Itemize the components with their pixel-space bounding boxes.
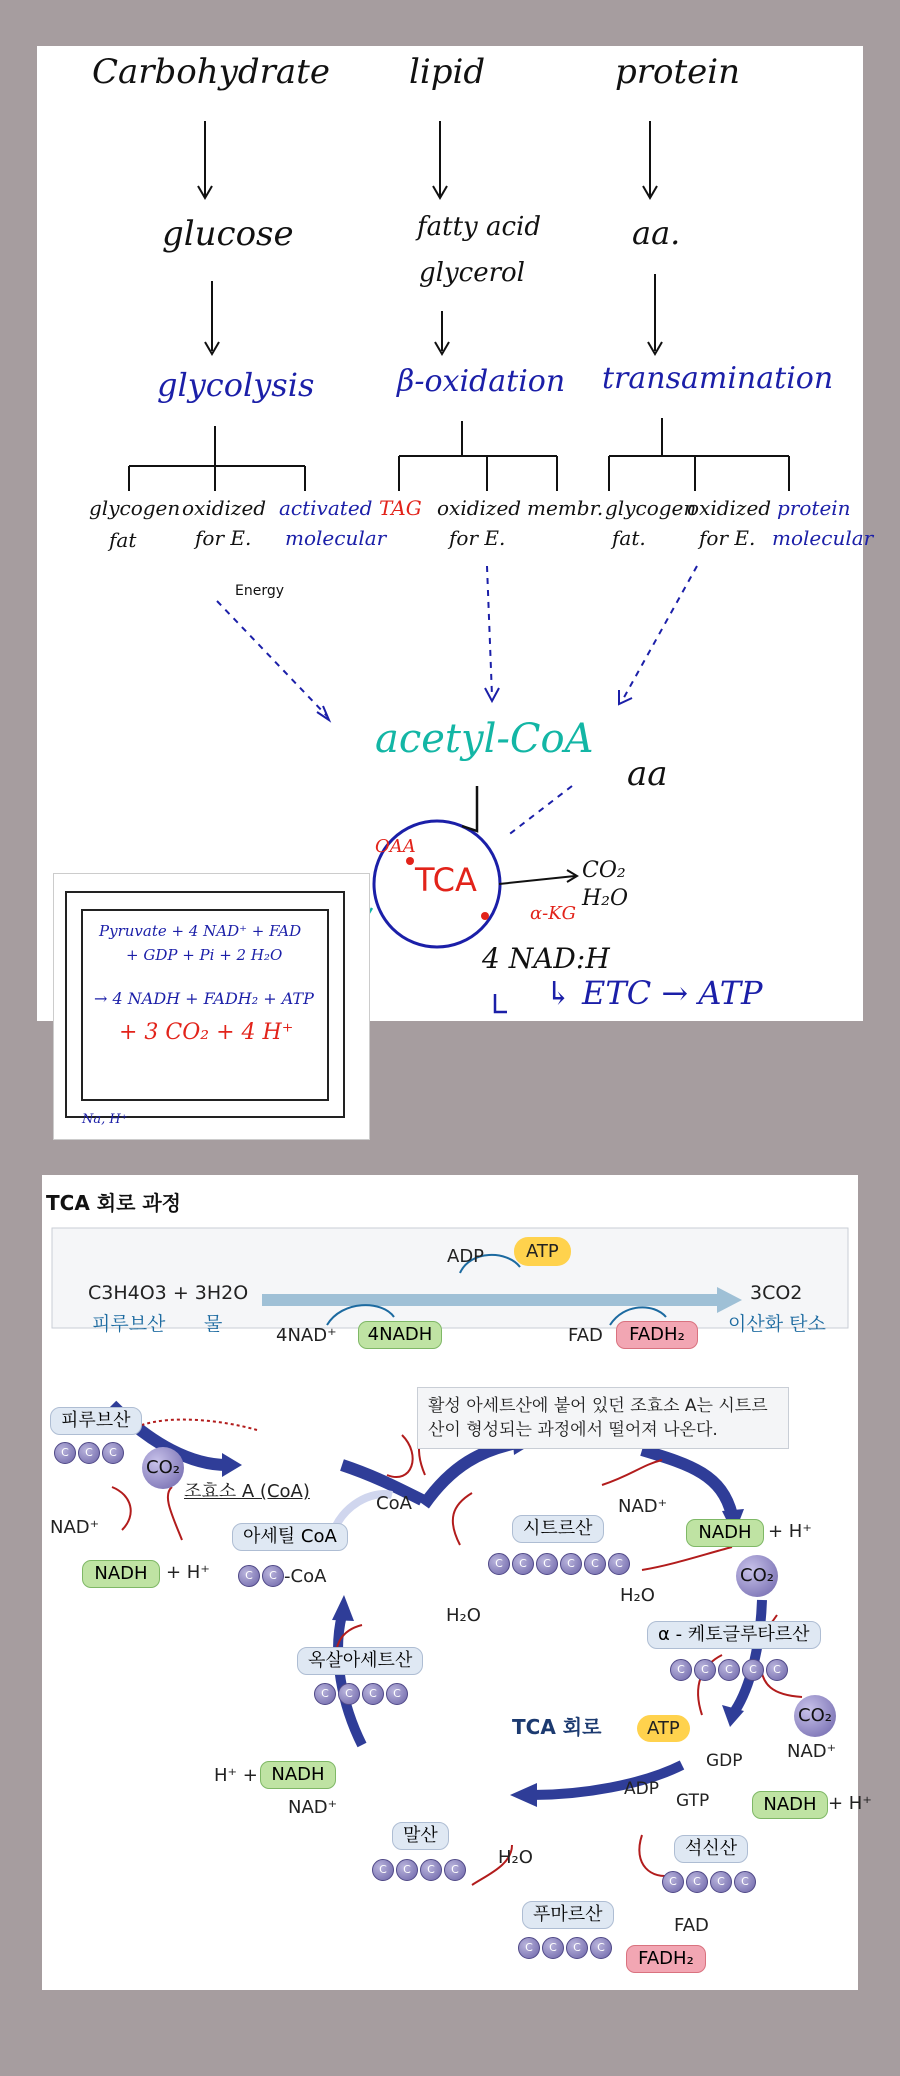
nad-plus-malate: NAD⁺ [288,1797,338,1818]
carbon-atom: C [102,1442,124,1464]
carb-molecular: molecular [285,526,387,550]
carb-oxidized: oxidized [182,496,267,520]
nadh-4-pill: 4NADH [358,1321,442,1349]
coa-suffix: -CoA [284,1566,327,1587]
transamination-label: transamination [602,361,834,396]
fadh2-cycle-pill: FADH₂ [626,1945,706,1973]
carbon-atom: C [396,1859,418,1881]
co2-molecule-3: CO₂ [794,1695,836,1737]
carbon-atom: C [710,1871,732,1893]
inset-bottom-note: Na, H⁺ [82,1112,128,1127]
carbon-atom: C [372,1859,394,1881]
h2o-fumarate: H₂O [498,1847,533,1868]
carbon-atom: C [536,1553,558,1575]
lipid-membrane: membr. [527,496,604,520]
carbon-atom: C [566,1937,588,1959]
coenzyme-callout: 활성 아세트산에 붙어 있던 조효소 A는 시트르산이 형성되는 과정에서 떨어져 나온다. [417,1387,789,1449]
acetyl-carbons [238,1565,284,1587]
carb-for-energy: for E. [195,526,252,550]
alpha-ketoglutarate-label: α - 케토글루타르산 [647,1621,821,1649]
lipid-for-energy: for E. [449,526,506,550]
malate-label: 말산 [392,1822,449,1850]
alpha-kg-label: α-KG [530,903,577,924]
nadh-label: 4 NAD:H [482,942,610,975]
carbon-atom: C [338,1683,360,1705]
h-plus-pyruvate: + H⁺ [166,1562,210,1583]
tca-label: TCA [415,861,477,899]
protein-glycogen: glycogen [605,496,697,520]
carbon-atom: C [420,1859,442,1881]
adp-label: ADP [447,1246,485,1267]
carbon-atom: C [670,1659,692,1681]
lipid-oxidized: oxidized [437,496,522,520]
carb-activated: activated [279,496,373,520]
h2o-citrate: H₂O [446,1605,481,1626]
h-plus-succinyl: + H⁺ [828,1793,872,1814]
co2-name: 이산화 탄소 [728,1313,826,1335]
malate-carbons [372,1859,466,1881]
h-plus-malate: H⁺ + [214,1765,258,1786]
acetyl-coa-label: acetyl-CoA [375,716,594,762]
succinate-label: 석신산 [674,1835,748,1863]
carbon-atom: C [54,1442,76,1464]
co2-molecule-1: CO₂ [142,1447,184,1489]
aa-label: aa [627,754,668,794]
carbon-atom: C [238,1565,260,1587]
glycolysis-label: glycolysis [157,366,315,404]
fad-label: FAD [568,1325,603,1346]
adp-cycle-label: ADP [624,1779,659,1799]
oaa-label: OAA [375,836,416,857]
carbon-atom: C [542,1937,564,1959]
inset-equation-line-2: + GDP + Pi + 2 H₂O [126,946,283,964]
lipid-tag: TAG [379,496,422,520]
nad-plus-4: 4NAD⁺ [276,1325,337,1346]
succinate-carbons [662,1871,756,1893]
carbon-atom: C [78,1442,100,1464]
nadh-malate-pill: NADH [260,1761,336,1789]
carbon-atom: C [584,1553,606,1575]
fatty-acid-label: fatty acid [417,212,541,242]
fumarate-carbons [518,1937,612,1959]
nad-plus-succinyl: NAD⁺ [787,1741,837,1762]
carbon-atom: C [262,1565,284,1587]
inset-equation-line-1: Pyruvate + 4 NAD⁺ + FAD [99,922,302,940]
h2o-akg: H₂O [620,1585,655,1606]
atp-cycle-star: ATP [637,1715,690,1742]
nadh-pyruvate-pill: NADH [82,1560,160,1588]
coenzyme-a-label: 조효소 A (CoA) [184,1481,310,1502]
amino-acid-label: aa. [632,214,681,252]
gtp-label: GTP [676,1791,710,1811]
coa-released-label: CoA [376,1493,412,1514]
fad-cycle-label: FAD [674,1915,709,1936]
nadh-succinyl-pill: NADH [752,1791,828,1819]
carbon-atom: C [444,1859,466,1881]
carbon-atom: C [608,1553,630,1575]
etc-atp-label: ↳ ETC → ATP [545,974,763,1012]
protein-protein: protein [777,496,851,520]
pyruvate-carbons [54,1442,124,1464]
protein-for-energy: for E. [699,526,756,550]
carbon-atom: C [314,1683,336,1705]
figure-title: TCA 회로 과정 [46,1191,182,1215]
citrate-label: 시트르산 [512,1515,604,1543]
pyruvate-name: 피루브산 [92,1313,166,1335]
oxaloacetate-carbons [314,1683,408,1705]
akg-carbons [670,1659,788,1681]
h-plus-citrate: + H⁺ [768,1521,812,1542]
nad-plus-citrate: NAD⁺ [618,1496,668,1517]
source-carbohydrate: Carbohydrate [92,52,330,92]
oxaloacetate-label: 옥살아세트산 [297,1647,423,1675]
carbon-atom: C [766,1659,788,1681]
carbon-atom: C [662,1871,684,1893]
protein-fat: fat. [612,526,646,550]
water-name: 물 [204,1313,223,1335]
citrate-carbons [488,1553,630,1575]
carbon-atom: C [518,1937,540,1959]
protein-oxidized: oxidized [687,496,772,520]
energy-note: Energy [235,583,285,599]
source-protein: protein [615,52,741,92]
tca-cycle-figure [42,1175,872,1990]
protein-molecular: molecular [772,526,874,550]
carbon-atom: C [718,1659,740,1681]
carbon-atom: C [742,1659,764,1681]
equation-products: 3CO2 [750,1282,803,1304]
carbon-atom: C [686,1871,708,1893]
source-lipid: lipid [409,52,486,92]
carb-glycogen: glycogen [89,496,181,520]
beta-oxidation-label: β-oxidation [397,364,566,399]
inset-equation-line-3: → 4 NADH + FADH₂ + ATP [94,989,314,1008]
nadh-citrate-pill: NADH [686,1519,764,1547]
gdp-label: GDP [706,1751,743,1771]
carbon-atom: C [560,1553,582,1575]
carbon-atom: C [488,1553,510,1575]
inset-equation-line-4: + 3 CO₂ + 4 H⁺ [119,1020,294,1045]
co2-label: CO₂ [582,858,626,883]
atp-star: ATP [514,1237,571,1266]
carbon-atom: C [694,1659,716,1681]
co2-molecule-2: CO₂ [736,1555,778,1597]
carbon-atom: C [590,1937,612,1959]
pyruvate-label: 피루브산 [50,1407,142,1435]
carbon-atom: C [734,1871,756,1893]
carbon-atom: C [512,1553,534,1575]
carbon-atom: C [362,1683,384,1705]
nad-plus-pyruvate: NAD⁺ [50,1517,100,1538]
equation-reactants: C3H4O3 + 3H2O [88,1282,249,1304]
glycerol-label: glycerol [419,258,525,288]
carbon-atom: C [386,1683,408,1705]
glucose-label: glucose [162,214,294,254]
cycle-title: TCA 회로 [512,1715,602,1739]
inset-note-panel [53,873,370,1140]
acetyl-coa-box: 아세틸 CoA [232,1523,348,1551]
fumarate-label: 푸마르산 [522,1901,614,1929]
fadh2-pill: FADH₂ [616,1321,698,1349]
carb-fat: fat [109,528,137,552]
h2o-label: H₂O [582,886,629,911]
